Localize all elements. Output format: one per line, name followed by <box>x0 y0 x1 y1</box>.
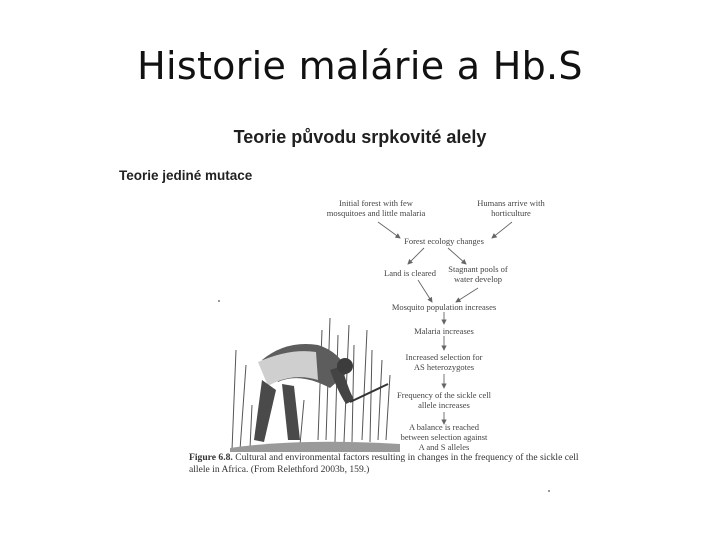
node-selection-l1: Increased selection for <box>405 352 483 362</box>
node-malaria: Malaria increases <box>414 326 474 336</box>
caption-text: Cultural and environmental factors resulting in changes in the frequency of the sickle cell allele in Africa. (From Relethford 2003b, 159.) <box>189 452 579 475</box>
node-frequency-l1: Frequency of the sickle cell <box>397 390 491 400</box>
node-balance-l3: A and S alleles <box>418 442 470 452</box>
node-initial-forest-l2: mosquitoes and little malaria <box>326 208 426 218</box>
figure-subheading: Teorie jediné mutace <box>119 168 253 183</box>
node-land-cleared: Land is cleared <box>384 268 436 278</box>
node-humans-arrive-l2: horticulture <box>491 208 531 218</box>
scan-speck <box>548 490 550 492</box>
node-selection-l2: AS heterozygotes <box>413 362 475 372</box>
farmer-illustration <box>230 318 400 452</box>
node-stagnant-pools-l2: water develop <box>454 274 502 284</box>
node-balance-l2: between selection against <box>400 432 488 442</box>
scan-speck <box>218 300 220 302</box>
node-frequency-l2: allele increases <box>418 400 470 410</box>
figure-heading: Teorie původu srpkovité alely <box>233 127 487 147</box>
figure-caption <box>189 452 579 475</box>
node-initial-forest-l1: Initial forest with few <box>339 198 413 208</box>
node-balance-l1: A balance is reached <box>408 422 480 432</box>
node-humans-arrive-l1: Humans arrive with <box>477 198 545 208</box>
caption-label: Figure 6.8. <box>189 452 233 463</box>
node-stagnant-pools-l1: Stagnant pools of <box>448 264 508 274</box>
slide-title: Historie malárie a Hb.S <box>137 44 583 88</box>
node-mosquito: Mosquito population increases <box>391 302 497 312</box>
node-forest-ecology: Forest ecology changes <box>404 236 484 246</box>
